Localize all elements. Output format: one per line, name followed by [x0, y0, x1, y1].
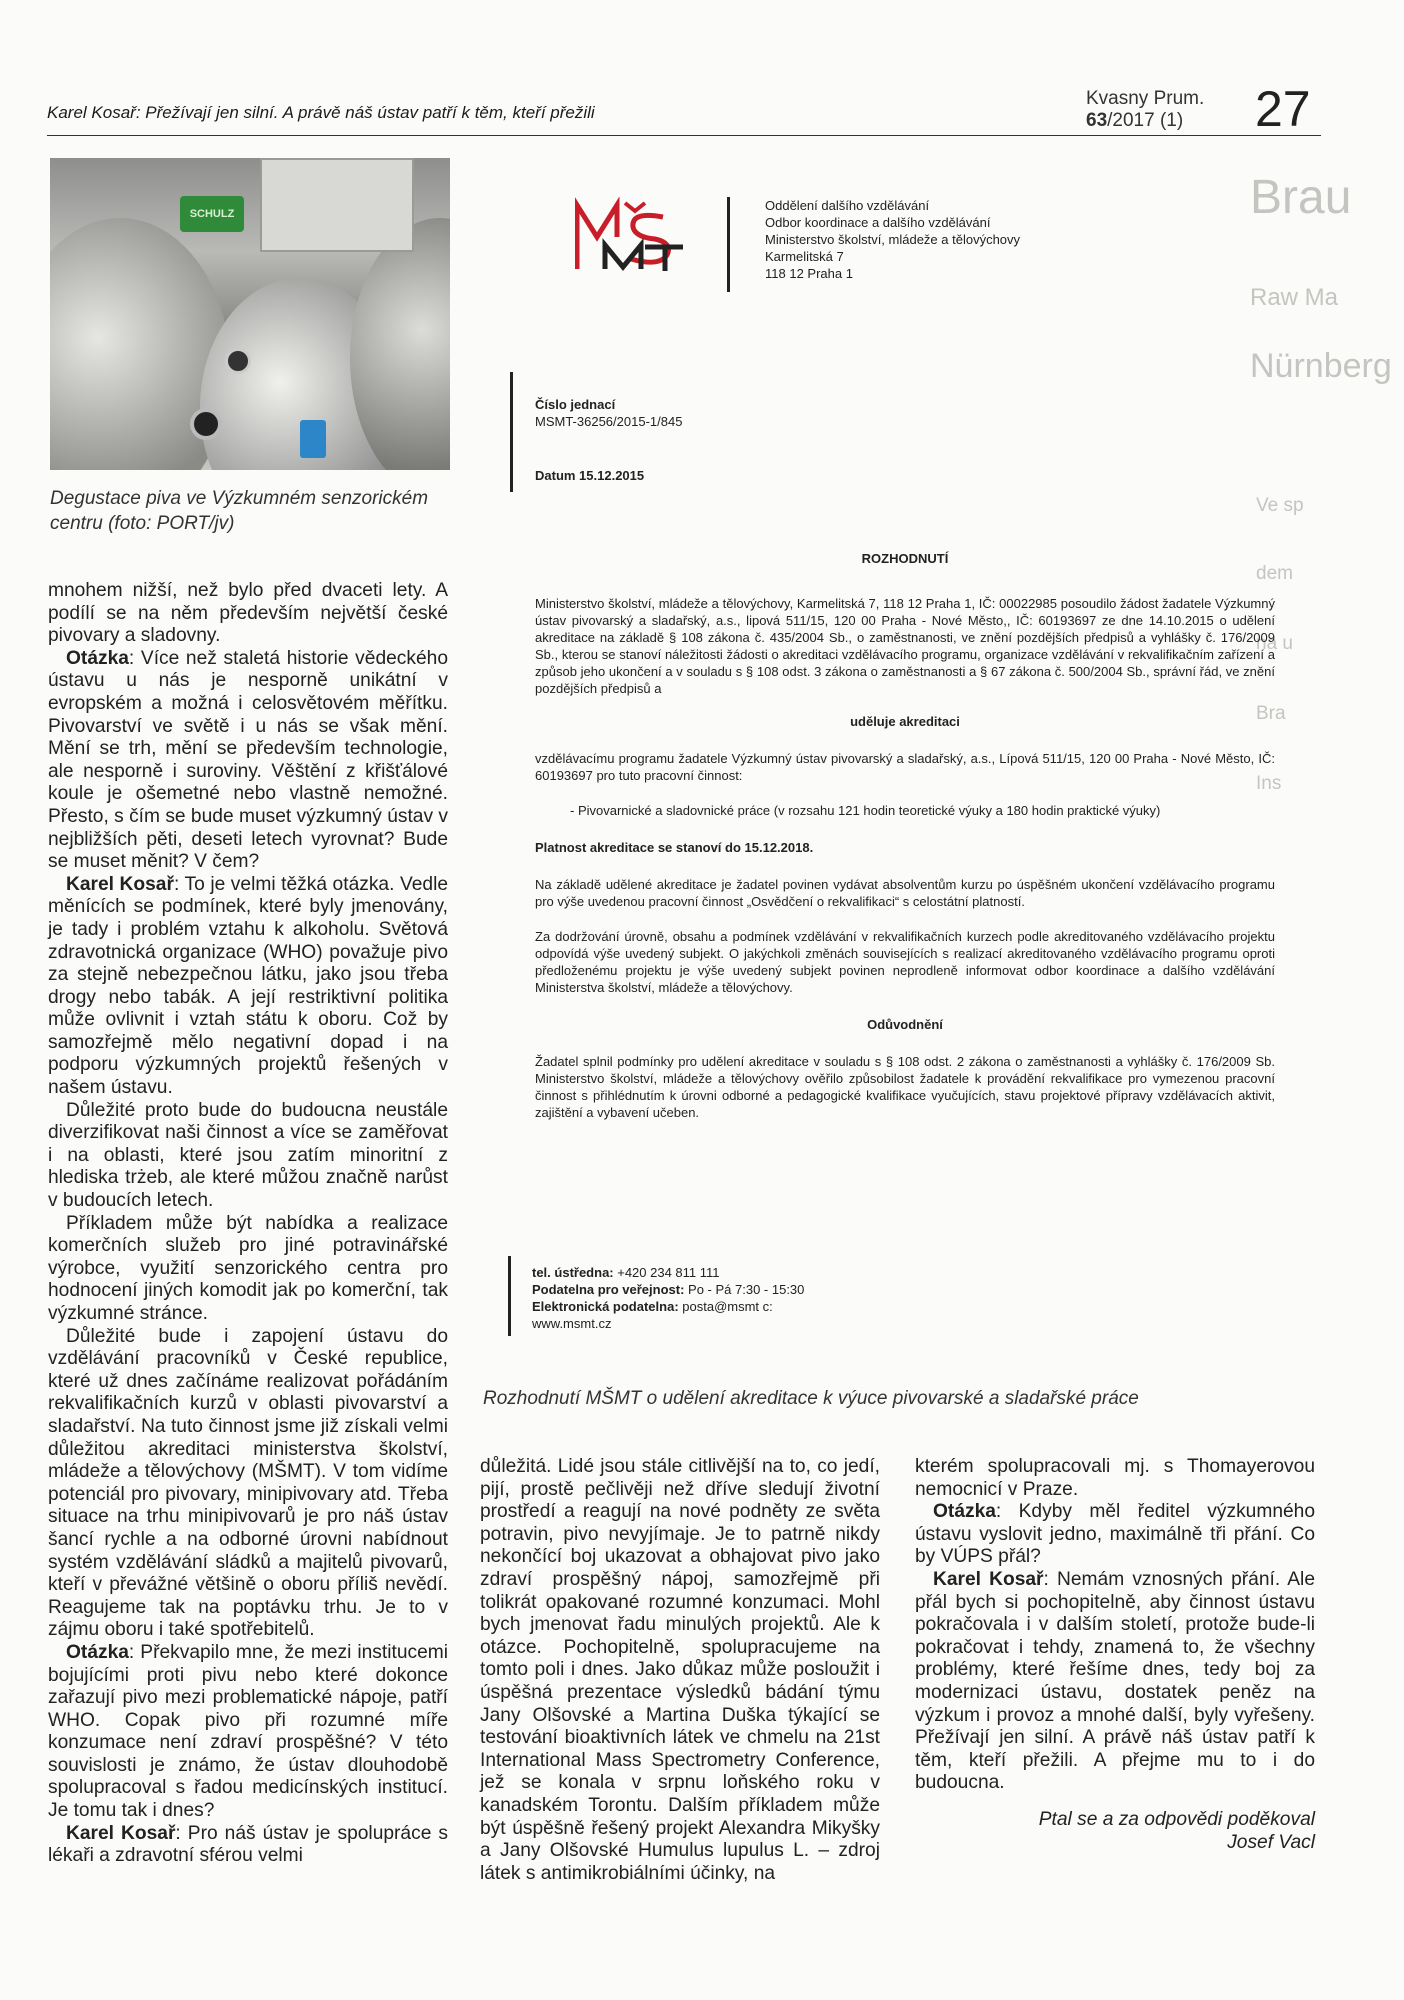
signoff — [915, 1809, 1315, 1854]
paragraph: Otázka: Kdyby měl ředitel výzkumného ústavu vyslovit jedno, maximálně tři přání. Co by VÚPS přál? — [915, 1501, 1315, 1568]
paragraph: kterém spolupracovali mj. s Thomayerovou nemocnicí v Praze. — [915, 1456, 1315, 1500]
msmt-logo — [575, 197, 685, 272]
journal-info — [1086, 88, 1204, 132]
bleed-through-line: na u — [1256, 633, 1293, 654]
article-column-3 — [915, 1456, 1315, 1854]
contact-bar — [508, 1256, 511, 1336]
paragraph: Důležité proto bude do budoucna neustále diverzifikovat naši činnost a více se zaměřovat i na oblasti, které jsou zatím minoritní z hlediska trżeb, ale které můžou značně narůst v budoucích letech. — [48, 1099, 448, 1212]
header-divider — [47, 135, 1321, 136]
activity-item: - Pivovarnické a sladovnické práce (v rozsahu 121 hodin teoretické výuky a 180 hodin praktické výuky) — [570, 803, 1161, 818]
document-caption: Rozhodnutí MŠMT o udělení akreditace k výuce pivovarské a sladařské práce — [483, 1388, 1139, 1409]
speaker-label: Otázka — [66, 1641, 129, 1663]
tasting-photo — [50, 158, 450, 470]
speaker-label: Otázka — [66, 647, 129, 669]
reference-number: Číslo jednací MSMT-36256/2015-1/845 — [535, 397, 683, 429]
paragraph: mnohem nižší, než bylo před dvaceti lety. A podílí se na něm především největší české pivovary a sladovny. — [48, 580, 448, 647]
decision-paragraph: vzdělávacímu programu žadatele Výzkumný ústav pivovarský a sladařský, a.s., Lípová 511/15, 120 00 Praha - Nové Město, IČ: 60193697 pro tuto pracovní činnost: — [535, 751, 1275, 783]
reasoning-heading: Odůvodnění — [867, 1017, 943, 1032]
photo-caption: Degustace piva ve Výzkumném senzorickém centru (foto: PORT/jv) — [50, 488, 429, 534]
decision-paragraph: Žadatel splnil podmínky pro udělení akreditace v souladu s § 108 odst. 2 zákona o zaměstnanosti a vyhlášky č. 176/2009 Sb. Ministerstvo školství, mládeže a tělovýchovy ověřilo způsobilost žadatele k provádění rekvalifikace pro vymezenou pracovní činnost s přihlédnutím k úrovni odborné a pedagogické kvalifikace vyučujících, stavu projektové přípravy vzdělávacích aktivit, zajištění a vybavení učeben. — [535, 1054, 1275, 1120]
bleed-through-city: Nürnberg — [1250, 347, 1392, 385]
paragraph: důležitá. Lidé jsou stále citlivější na to, co jedí, pijí, prostě pečlivěji než dříve sledují životní prostředí a reagují na nové podněty ze světa potravin, pivo nevyjímaje. Je to patrně nikdy nekončící boj ukazovat a obhajovat pivo jako zdraví prospěšný nápoj, samozřejmě při tolikrát opakované rozumné konzumaci. Mohl bych jmenovat řadu minulých projektů. Ale k otázce. Pochopitelně, spolupracujeme na tomto poli i dnes. Jako důkaz může posloužit i úspěšná prezentace výsledků bádání týmu Jany Olšovské a Martina Duška týkající se testování bioaktivních látek ve chmelu na 21st International Mass Spectrometry Conference, jež se konala v srpnu loňského roku v kanadském Torontu. Dalším příkladem může být úspěšně řešený projekt Alexandra Mikyšky a Jany Olšovské Humulus lupulus L. – zdroj látek s antimikrobiálními účinky, na — [480, 1456, 880, 1884]
author-name: Josef Vacl — [1227, 1831, 1315, 1853]
speaker-label: Karel Kosař — [66, 873, 174, 895]
paragraph: Karel Kosař: Nemám vznosných přání. Ale přál bych si pochopitelně, aby činnost ústavu pokračovala i v dalším století, protože bude-li pokračovat i tehdy, znamená to, že všechny problémy, které řešíme dnes, tedy boj za modernizaci ústavu, dostatek peněz na výzkum i provoz a mnohé další, byly vyřešeny. Přežívají jen silní. A právě náš ústav patří k těm, kteří přežili. A přejme mu to i do budoucna. — [915, 1568, 1315, 1794]
paragraph: Karel Kosař: To je velmi těžká otázka. Vedle měnících se podmínek, které byly jmenovány, je tady i problém vztahu k alkoholu. Světová zdravotnická organizace (WHO) považuje pivo za stejně nebezpečnou látku, jako jsou třeba drogy nebo tabák. A její restriktivní politika může ovlivnit i vztah státu k oboru. Což by samozřejmě mělo negativní dopad i na podporu výzkumných projektů řešených v našem ústavu. — [48, 873, 448, 1099]
reference-bar — [510, 372, 513, 492]
equipment-label: SCHULZ — [180, 196, 244, 232]
signoff-line: Ptal se a za odpovědi poděkoval — [1038, 1808, 1315, 1830]
running-title: Karel Kosař: Přežívají jen silní. A právě náš ústav patří k těm, kteří přežili — [47, 103, 595, 122]
bleed-through-line: Ve sp — [1256, 495, 1304, 516]
bleed-through-line: Ins — [1256, 773, 1282, 794]
decision-heading: ROZHODNUTÍ — [861, 551, 949, 566]
logo-text: MŠMT — [575, 197, 578, 198]
paragraph: Otázka: Více než staletá historie vědeckého ústavu u nás je nesporně unikátní v evropském a možná i celosvětovém měřítku. Pivovarství ve světě i u nás se však mění. Mění se trh, mění se především technologie, ale nesporně i suroviny. Věštění z křišťálové koule je ošemetné nebo vlastně nemožné. Přesto, s čím se bude muset výzkumný ústav v nejbližších pěti, deseti letech vyrovnat? Bude se muset měnit? V čem? — [48, 647, 448, 873]
decision-paragraph: Za dodržování úrovně, obsahu a podmínek vzdělávání v rekvalifikačních kurzech podle akreditovaného vzdělávacího projektu odpovídá výše uvedený subjekt. O jakýchkoli změnách souvisejících s realizací akreditovaného vzdělávacího programu oproti předloženému projektu je výše uvedený subjekt povinen neprodleně informovat odbor koordinace a dalšího vzdělávání Ministerstva školství, mládeže a tělovýchovy. — [535, 929, 1275, 995]
decision-body — [535, 550, 1275, 1121]
paragraph: Příkladem může být nabídka a realizace komerčních služeb pro jiné potravinářské výrobce, využití senzorického centra pro hodnocení jiných komodit jak po komerční, tak výzkumné stránce. — [48, 1212, 448, 1324]
address-bar — [727, 197, 730, 292]
decision-paragraph: Ministerstvo školství, mládeže a tělovýchovy, Karmelitská 7, 118 12 Praha 1, IČ: 00022985 posoudilo žádost žadatele Výzkumný ústav pivovarský a sladařský, a.s., lipová 511/15, 120 00 Praha - Nové Město,, IČ: 60193697 ze dne 14.10.2015 o udělení akreditace na základě § 108 zákona č. 435/2004 Sb., o zaměstnanosti, ve znění pozdějších předpisů a vyhlášky č. 176/2009 Sb., kterou se stanoví náležitosti žádosti o akreditaci vzdělávacího programu, organizace vzdělávání v rekvalifikačním zařízení a způsob jeho ukončení a v souladu s § 108 odst. 3 zákona o zaměstnanosti a § 67 zákona č. 500/2004 Sb., správní řád, ve znění pozdějších předpisů a — [535, 596, 1275, 696]
paragraph: Otázka: Překvapilo mne, že mezi institucemi bojujícími proti pivu nebo které dokonce zařazují pivo mezi problematické nápoje, patří WHO. Copak pivo při rozumné míře konzumace není zdraví prospěšné? V této souvislosti je známo, že ústav dlouhodobě spolupracoval s řadou medicínských institucí. Je tomu tak i dnes? — [48, 1641, 448, 1822]
journal-name: Kvasny Prum. — [1086, 88, 1205, 109]
document-date: Datum 15.12.2015 — [535, 468, 645, 483]
bleed-through-subtitle: Raw Ma — [1250, 284, 1339, 311]
article-column-1 — [48, 580, 448, 1868]
validity-line: Platnost akreditace se stanoví do 15.12.2018. — [535, 840, 814, 855]
speaker-label: Karel Kosař — [66, 1822, 176, 1844]
grants-heading: uděluje akreditaci — [850, 714, 960, 729]
speaker-label: Karel Kosař — [933, 1568, 1044, 1590]
issue-year: /2017 (1) — [1107, 110, 1184, 131]
decision-paragraph: Na základě udělené akreditace je žadatel povinen vydávat absolventům kurzu po úspěšném ukončení vzdělávacího programu pro výše uvedenou pracovní činnost „Osvědčení o rekvalifikaci“ s celostátní platností. — [535, 877, 1275, 909]
paragraph: Karel Kosař: Pro náš ústav je spolupráce s lékaři a zdravotní sférou velmi — [48, 1822, 448, 1867]
issue-volume: 63 — [1086, 110, 1108, 131]
bleed-through-line: Bra — [1256, 703, 1286, 724]
speaker-label: Otázka — [933, 1501, 996, 1523]
article-column-2 — [480, 1456, 880, 1885]
issuer-address: Oddělení dalšího vzdělávání Odbor koordinace a dalšího vzdělávání Ministerstvo školství, mládeže a tělovýchovy Karmelitská 7 118 12 Praha 1 — [765, 198, 1021, 281]
contact-block: tel. ústředna: +420 234 811 111 Podatelna pro veřejnost: Po - Pá 7:30 - 15:30 Elektronická podatelna: posta@msmt c: www.msmt.cz — [532, 1265, 805, 1331]
page-number: 27 — [1255, 81, 1311, 137]
bleed-through-title: Brau — [1250, 171, 1352, 224]
paragraph: Důležité bude i zapojení ústavu do vzdělávání pracovníků v České republice, které už dnes začínáme realizovat pořádáním rekvalifikačních kurzů v oblasti pivovarství a sladařství. Na tuto činnost jsme již získali velmi důležitou akreditaci ministerstva školství, mládeže a tělovýchovy (MŠMT). V tom vidíme potenciál pro pivovary, minipivovary atd. Třeba situace na trhu minipivovarů je pro náš ústav šancí rychle a na odborné úrovni nabídnout systém vzdělávání sládků a majitelů pivovarů, kteří v převážné většině o oboru příliš nevědí. Reagujeme tak na poptávku trhu. Je to v zájmu oboru i také spotřebitelů. — [48, 1325, 448, 1641]
bleed-through-line: dem — [1256, 563, 1293, 584]
